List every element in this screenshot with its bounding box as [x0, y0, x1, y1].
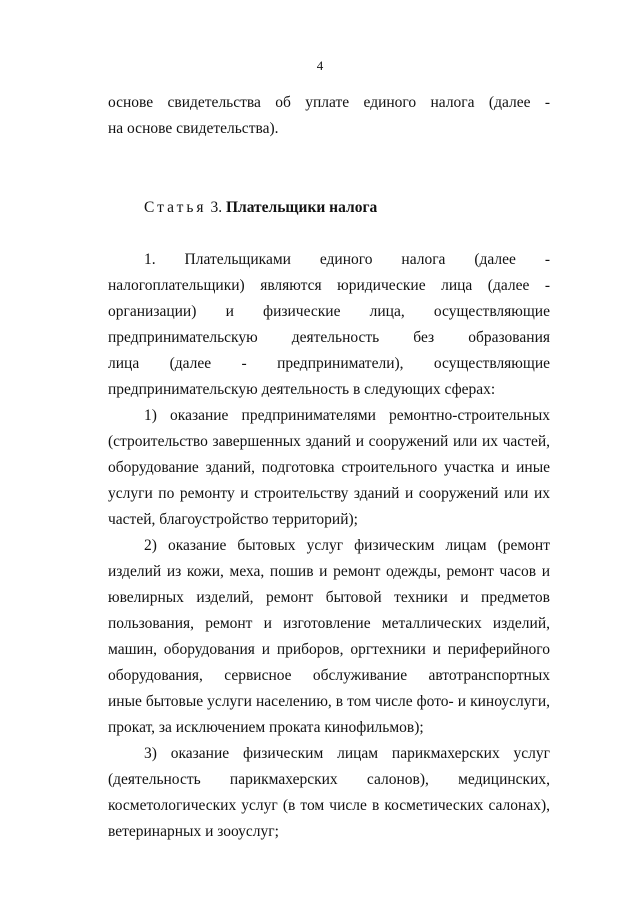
paragraph-1-line-6: предпринимательскую деятельность в следующих сферах:	[108, 381, 496, 398]
item-2-line-4: пользования, ремонт и изготовление металлических изделий,	[108, 615, 550, 632]
article-heading	[108, 195, 550, 221]
item-1-line-1: 1) оказание предпринимателями ремонтно-строительных	[144, 407, 550, 424]
list-item-3	[108, 741, 550, 845]
item-3-line-2: (деятельность парикмахерских салонов), медицинских,	[108, 771, 550, 788]
article-number: 3.	[210, 199, 223, 216]
article-prefix: Статья	[144, 199, 207, 216]
paragraph-1-line-3: организации) и физические лица, осуществляющие	[108, 303, 550, 320]
item-2-line-8: прокат, за исключением проката кинофильмов);	[108, 719, 424, 736]
item-3-line-3: косметологических услуг (в том числе в косметических салонах),	[108, 797, 550, 814]
paragraph-1-line-2: налогоплательщики) являются юридические лица (далее -	[108, 277, 550, 294]
paragraph-1-line-1: 1. Плательщиками единого налога (далее -	[144, 251, 550, 268]
intro-line-1: основе свидетельства об уплате единого налога (далее -	[108, 94, 550, 111]
item-1-line-4: услуги по ремонту и строительству зданий и сооружений или их	[108, 485, 550, 502]
item-3-line-4: ветеринарных и зооуслуг;	[108, 823, 279, 840]
article-title: Плательщики налога	[225, 199, 378, 216]
item-2-line-6: оборудования, сервисное обслуживание автотранспортных	[108, 667, 550, 684]
item-1-line-3: оборудование зданий, подготовка строительного участка и иные	[108, 459, 550, 476]
list-item-1	[108, 403, 550, 533]
page-number: 4	[316, 58, 324, 73]
item-3-line-1: 3) оказание физическим лицам парикмахерских услуг	[144, 745, 550, 762]
item-2-line-3: ювелирных изделий, ремонт бытовой техники и предметов	[108, 589, 550, 606]
document-body	[108, 90, 550, 845]
paragraph-1-line-5: лица (далее - предприниматели), осуществляющие	[108, 355, 550, 372]
item-2-line-5: машин, оборудования и приборов, оргтехники и периферийного	[108, 641, 550, 658]
intro-line-2: на основе свидетельства).	[108, 120, 279, 137]
item-2-line-1: 2) оказание бытовых услуг физическим лицам (ремонт	[144, 537, 550, 554]
item-1-line-5: частей, благоустройство территорий);	[108, 511, 358, 528]
list-item-2	[108, 533, 550, 741]
paragraph-1-line-4: предпринимательскую деятельность без образования	[108, 329, 550, 346]
item-2-line-2: изделий из кожи, меха, пошив и ремонт одежды, ремонт часов и	[108, 563, 550, 580]
paragraph-1	[108, 247, 550, 403]
item-2-line-7: иные бытовые услуги населению, в том числе фото- и киноуслуги,	[108, 693, 550, 710]
item-1-line-2: (строительство завершенных зданий и сооружений или их частей,	[108, 433, 550, 450]
